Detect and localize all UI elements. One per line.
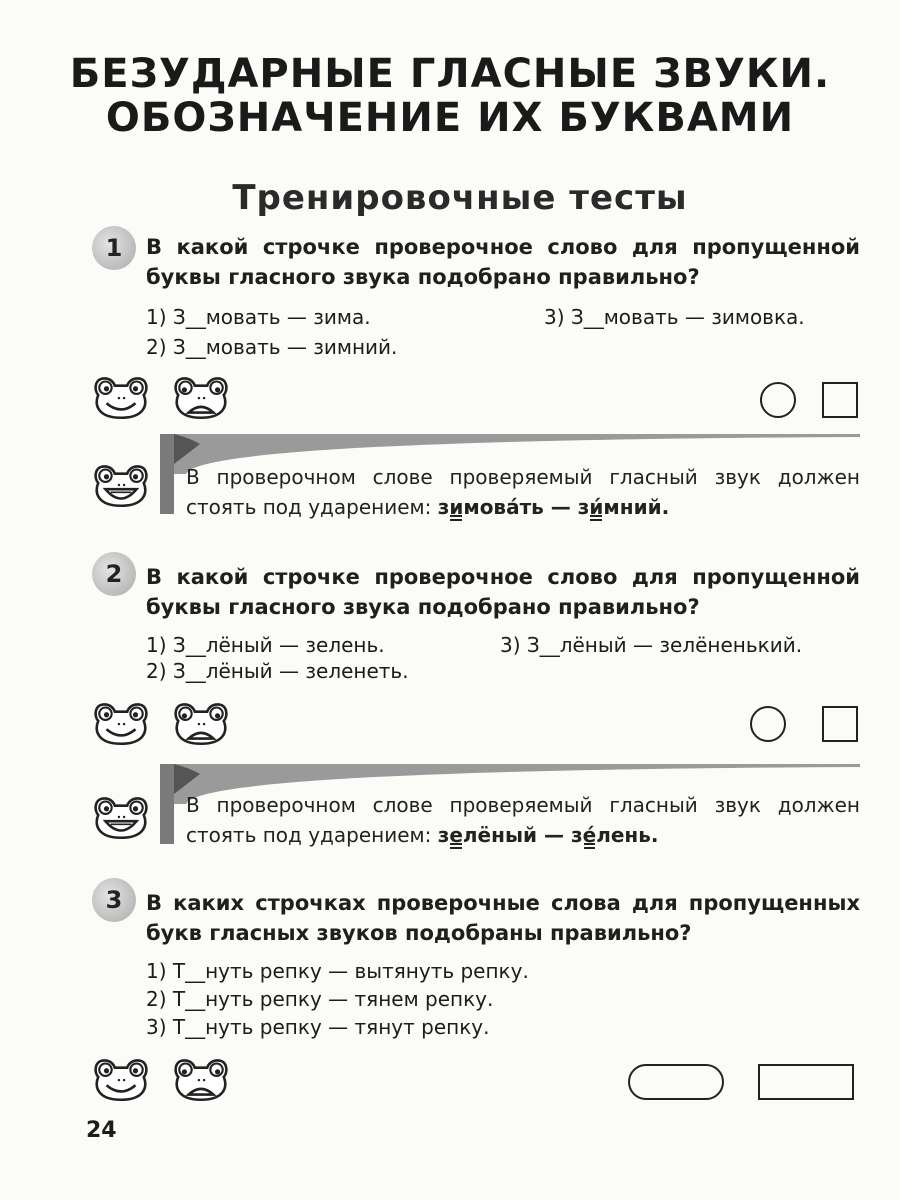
- question-text: В какой строчке проверочное слово для пропущенной буквы гласного звука подобрано правильно?: [146, 565, 860, 619]
- question-number-badge: 1: [92, 226, 136, 270]
- answer-option[interactable]: 3) З__лёный — зелёненький.: [500, 633, 803, 657]
- happy-frog-icon[interactable]: [92, 1054, 150, 1102]
- laughing-frog-icon: [92, 460, 150, 508]
- answer-oval-box[interactable]: [628, 1064, 724, 1100]
- hint-letters: мний.: [603, 495, 670, 519]
- answer-option[interactable]: 3) Т__нуть репку — тянут репку.: [146, 1015, 490, 1039]
- underlined-vowel: е́: [583, 820, 597, 850]
- answer-option[interactable]: 1) Т__нуть репку — вытянуть репку.: [146, 959, 529, 983]
- answer-circle-box[interactable]: [750, 706, 786, 742]
- hint-text: [186, 462, 860, 522]
- hint-letters: з: [570, 823, 583, 847]
- section-subtitle: Тренировочные тесты: [232, 178, 688, 218]
- page-number: 24: [86, 1118, 117, 1143]
- sad-frog-icon[interactable]: [172, 698, 230, 746]
- answer-option[interactable]: 3) З__мовать — зимовка.: [544, 305, 805, 329]
- hint-letters: з: [577, 495, 590, 519]
- hint-text: [186, 790, 860, 850]
- answer-option[interactable]: 1) З__мовать — зима.: [146, 305, 371, 329]
- underlined-vowel: и: [449, 492, 463, 522]
- hint-dash: —: [543, 495, 578, 519]
- question-number-badge: 2: [92, 552, 136, 596]
- hint-prefix: В проверочном слове проверяемый гласный звук должен стоять под ударением:: [186, 793, 860, 847]
- answer-option[interactable]: 1) З__лёный — зелень.: [146, 633, 385, 657]
- hint-prefix: В проверочном слове проверяемый гласный звук должен стоять под ударением:: [186, 465, 860, 519]
- hint-letters: з: [437, 495, 450, 519]
- happy-frog-icon[interactable]: [92, 698, 150, 746]
- sad-frog-icon[interactable]: [172, 1054, 230, 1102]
- sad-frog-icon[interactable]: [172, 372, 230, 420]
- hint-word-2: [571, 823, 658, 847]
- answer-option[interactable]: 2) З__лёный — зеленеть.: [146, 659, 409, 683]
- hint-letters: лёный: [462, 823, 538, 847]
- answer-circle-box[interactable]: [760, 382, 796, 418]
- laughing-frog-icon: [92, 792, 150, 840]
- hint-letters: мова́ть: [463, 495, 544, 519]
- answer-option[interactable]: 2) Т__нуть репку — тянем репку.: [146, 987, 494, 1011]
- happy-frog-icon[interactable]: [92, 372, 150, 420]
- question-text: В какой строчке проверочное слово для пропущенной буквы гласного звука подобрано правильно?: [146, 235, 860, 289]
- question-number-badge: 3: [92, 878, 136, 922]
- hint-dash: —: [537, 823, 571, 847]
- question-text: В каких строчках проверочные слова для пропущенных букв гласных звуков подобраны правильно?: [146, 891, 860, 945]
- answer-option[interactable]: 2) З__мовать — зимний.: [146, 335, 398, 359]
- hint-letters: з: [437, 823, 450, 847]
- answer-square-box[interactable]: [822, 382, 858, 418]
- hint-word-1: [438, 823, 537, 847]
- underlined-vowel: е: [449, 820, 463, 850]
- hint-word-2: [578, 495, 669, 519]
- hint-word-1: [438, 495, 544, 519]
- underlined-vowel: и́: [589, 492, 603, 522]
- page-title-line2: ОБОЗНАЧЕНИЕ ИХ БУКВАМИ: [105, 95, 795, 141]
- answer-rect-box[interactable]: [758, 1064, 854, 1100]
- page-title-line1: БЕЗУДАРНЫЕ ГЛАСНЫЕ ЗВУКИ.: [69, 51, 831, 97]
- hint-letters: лень.: [596, 823, 659, 847]
- answer-square-box[interactable]: [822, 706, 858, 742]
